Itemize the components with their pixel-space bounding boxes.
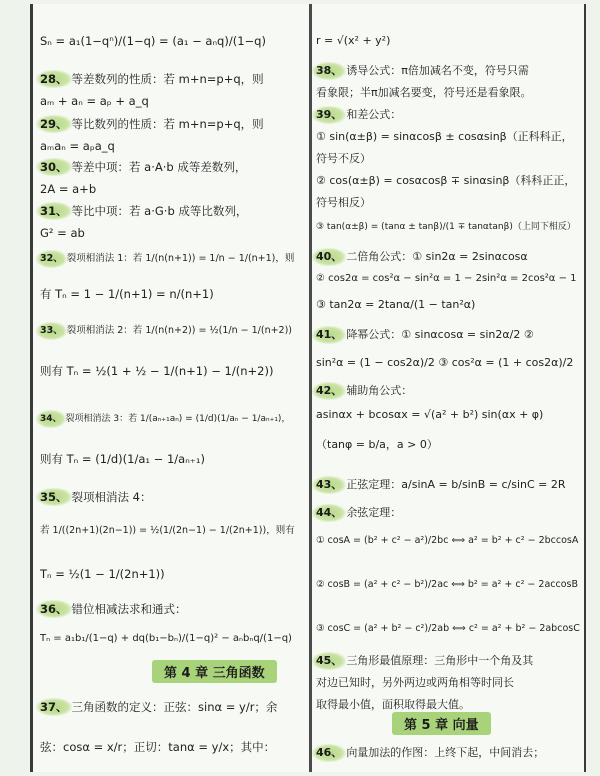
right-line [316, 62, 529, 80]
left-line [40, 522, 295, 540]
left-text: 裂项相消法 2：若 1/(n(n+2)) = ½(1/n − 1/(n+2)) [66, 325, 293, 336]
right-text: 和差公式： [346, 108, 402, 121]
right-item-number: 44、 [312, 504, 346, 522]
right-item-number: 43、 [312, 476, 346, 494]
left-text: 裂项相消法 1：若 1/(n(n+1)) = 1/n − 1/(n+1)，则 [66, 253, 295, 264]
right-line [316, 326, 534, 344]
right-text: 二倍角公式：① sin2α = 2sinαcosα [346, 250, 528, 263]
left-item-number: 31、 [36, 202, 72, 220]
right-text: 看象限；半π加减名要变，符号还是看象限。 [316, 86, 532, 99]
left-text: 裂项相消法 4： [71, 490, 152, 504]
right-item-number: 46、 [312, 744, 346, 762]
right-text: ③ tan(α±β) = (tanα ± tanβ)/(1 ∓ tanαtanβ)（上同下相反） [316, 222, 576, 232]
right-line [316, 128, 573, 146]
right-item-number: 45、 [312, 652, 346, 670]
left-line [40, 450, 205, 468]
right-text: 向量加法的作图：上终下起，中间消去； [346, 746, 545, 759]
left-line [40, 362, 273, 380]
right-text: 符号不反） [316, 152, 371, 165]
left-line [40, 115, 264, 133]
left-line [40, 630, 292, 648]
left-line [40, 565, 165, 583]
left-text: 错位相减法求和通式： [71, 602, 187, 616]
right-text: sin²α = (1 − cos2α)/2 ③ cos²α = (1 + cos2α)/2 [316, 356, 574, 369]
left-text: 弦：cosα = x/r；正切：tanα = y/x；其中： [40, 740, 276, 754]
right-text: 取得最小值，面积取得最大值。 [316, 698, 470, 711]
left-line [40, 600, 187, 618]
right-line [316, 532, 578, 550]
right-line [316, 652, 533, 670]
right-text: 正弦定理：a/sinA = b/sinB = c/sinC = 2R [346, 478, 566, 491]
right-item-number: 42、 [312, 382, 346, 400]
right-text: ① cosA = (b² + c² − a²)/2bc ⟺ a² = b² + c² − 2bccosA [316, 535, 579, 546]
left-text: 有 Tₙ = 1 − 1/(n+1) = n/(n+1) [40, 287, 214, 301]
left-line [40, 285, 214, 303]
left-line [40, 202, 247, 220]
right-line [316, 150, 371, 168]
right-line [316, 504, 401, 522]
right-item-number: 39、 [312, 106, 346, 124]
left-text: 等比中项：若 a·G·b 成等比数列， [71, 204, 248, 218]
left-line [40, 158, 246, 176]
left-line [40, 137, 115, 155]
left-text: 裂项相消法 3：若 1/(aₙ₊₁aₙ) = (1/d)(1/aₙ − 1/aₙ₊₁)， [65, 414, 291, 424]
right-item-number: 41、 [312, 326, 346, 344]
right-line [316, 382, 412, 400]
right-line [316, 620, 580, 638]
left-text: 等差数列的性质：若 m+n=p+q，则 [71, 72, 264, 86]
left-line [40, 738, 275, 756]
left-text: 三角函数的定义：正弦：sinα = y/r；余 [71, 700, 278, 714]
right-line [316, 744, 544, 762]
right-text: 诱导公式：π倍加减名不变，符号只需 [346, 64, 529, 77]
left-line [40, 410, 290, 428]
right-line [316, 218, 576, 236]
right-item-number: 38、 [312, 62, 346, 80]
right-line [316, 476, 566, 494]
right-line [316, 674, 514, 692]
right-text: 余弦定理： [346, 506, 402, 519]
left-item-number: 33、 [36, 322, 67, 340]
right-line [316, 436, 438, 454]
right-text: 降幂公式：① sinαcosα = sin2α/2 ② [346, 328, 534, 341]
right-line [316, 354, 573, 372]
right-text: 符号相反） [316, 196, 371, 209]
right-line [316, 576, 578, 594]
right-text: ② cos2α = cos²α − sin²α = 1 − 2sin²α = 2cos²α − 1 [316, 273, 577, 284]
right-text: 辅助角公式： [346, 384, 413, 397]
left-line [40, 224, 85, 242]
right-line [316, 406, 543, 424]
right-line [316, 194, 371, 212]
left-text: 2A = a+b [40, 182, 97, 196]
left-line [40, 92, 149, 110]
right-text: （tanφ = b/a，a > 0） [316, 438, 438, 451]
left-text: aₘaₙ = aₚa_q [40, 139, 115, 153]
left-text: 则有 Tₙ = (1/d)(1/a₁ − 1/aₙ₊₁) [40, 452, 205, 466]
chapter-heading-trig: 第 4 章 三角函数 [152, 660, 277, 683]
left-item-number: 35、 [36, 488, 72, 506]
left-item-number: 34、 [36, 410, 66, 428]
left-item-number: 29、 [36, 115, 72, 133]
left-text: aₘ + aₙ = aₚ + a_q [40, 94, 149, 108]
left-line [40, 698, 277, 716]
chapter-heading-vector: 第 5 章 向量 [392, 712, 491, 735]
left-text: 则有 Tₙ = ½(1 + ½ − 1/(n+1) − 1/(n+2)) [40, 364, 274, 378]
left-text: 等差中项：若 a·A·b 成等差数列， [71, 160, 247, 174]
right-text: asinαx + bcosαx = √(a² + b²) sin(αx + φ) [316, 408, 544, 421]
left-item-number: 37、 [36, 698, 72, 716]
right-text: ② cos(α±β) = cosαcosβ ∓ sinαsinβ（科科正正， [316, 174, 576, 187]
right-text: r = √(x² + y²) [316, 34, 391, 47]
right-item-number: 40、 [312, 248, 346, 266]
left-line [40, 488, 152, 506]
right-line [316, 296, 475, 314]
right-text: 对边已知时，另外两边或两角相等时同长 [316, 676, 514, 689]
left-item-number: 36、 [36, 600, 72, 618]
left-item-number: 30、 [36, 158, 72, 176]
left-line [40, 322, 292, 340]
right-line [316, 172, 575, 190]
left-text: G² = ab [40, 226, 85, 240]
right-text: 三角形最值原理：三角形中一个角及其 [346, 654, 534, 667]
right-line [316, 270, 577, 288]
right-text: ③ cosC = (a² + b² − c²)/2ab ⟺ c² = a² + b² − 2abcosC [316, 623, 580, 634]
left-line [40, 70, 264, 88]
left-item-number: 28、 [36, 70, 72, 88]
left-text: Sₙ = a₁(1−qⁿ)/(1−q) = (a₁ − aₙq)/(1−q) [40, 34, 266, 48]
right-line [316, 106, 401, 124]
left-line [40, 32, 266, 50]
right-text: ③ tan2α = 2tanα/(1 − tan²α) [316, 298, 476, 311]
right-line [316, 248, 528, 266]
right-line [316, 84, 532, 102]
left-text: Tₙ = a₁b₁/(1−q) + dq(b₁−bₙ)/(1−q)² − aₙbₙq/(1−q) [40, 633, 292, 644]
left-text: 若 1/((2n+1)(2n−1)) = ½(1/(2n−1) − 1/(2n+1))，则有 [40, 525, 295, 536]
left-line [40, 250, 294, 268]
left-line [40, 180, 96, 198]
right-line [316, 32, 390, 50]
left-text: Tₙ = ½(1 − 1/(2n+1)) [40, 567, 165, 581]
left-text: 等比数列的性质：若 m+n=p+q，则 [71, 117, 264, 131]
left-item-number: 32、 [36, 250, 67, 268]
right-text: ② cosB = (a² + c² − b²)/2ac ⟺ b² = a² + c² − 2accosB [316, 579, 578, 590]
right-text: ① sin(α±β) = sinαcosβ ± cosαsinβ（正科科正， [316, 130, 573, 143]
